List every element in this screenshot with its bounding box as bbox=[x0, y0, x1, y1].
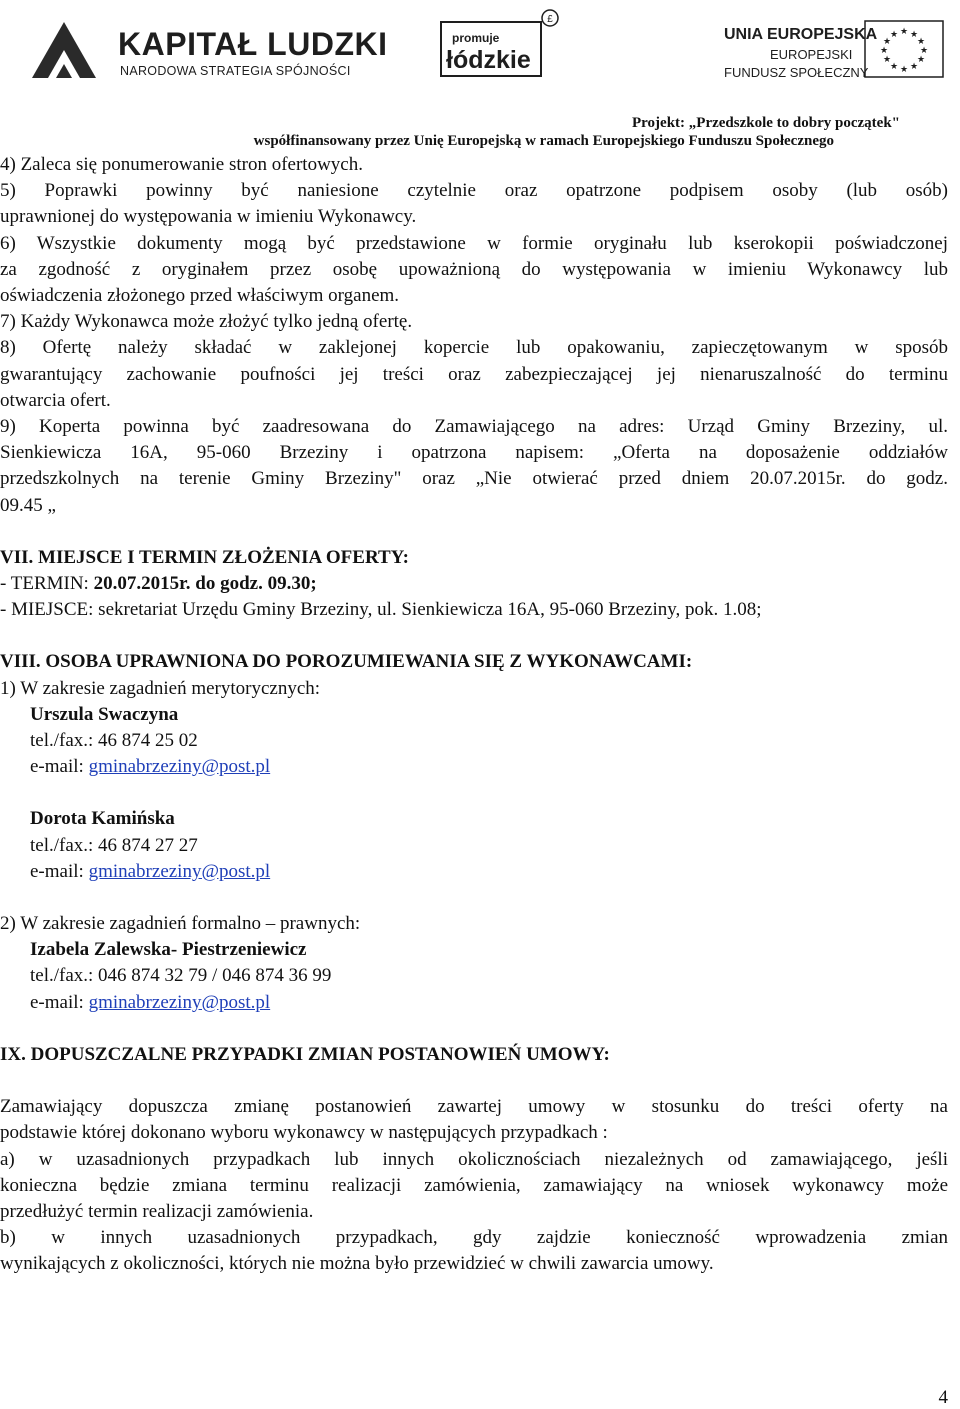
item-8-line3: otwarcia ofert. bbox=[0, 389, 111, 411]
eu-line3: FUNDUSZ SPOŁECZNY bbox=[724, 65, 869, 80]
svg-text:★: ★ bbox=[909, 30, 919, 40]
contact-3-tel: tel./fax.: 046 874 32 79 / 046 874 36 99 bbox=[30, 965, 332, 987]
contact-1-email-link[interactable]: gminabrzeziny@post.pl bbox=[88, 756, 271, 778]
contact-3-email-link[interactable]: gminabrzeziny@post.pl bbox=[88, 991, 271, 1013]
contact-1-email-label: e-mail: bbox=[30, 756, 89, 778]
svg-text:★: ★ bbox=[889, 30, 899, 40]
eu-flag-icon bbox=[864, 20, 944, 78]
contact-2-email-link[interactable]: gminabrzeziny@post.pl bbox=[88, 860, 271, 882]
svg-text:£: £ bbox=[547, 14, 553, 25]
section-8-sub2: 2) W zakresie zagadnień formalno – prawnych: bbox=[0, 913, 361, 935]
item-7: 7) Każdy Wykonawca może złożyć tylko jedną ofertę. bbox=[0, 311, 413, 333]
svg-text:★: ★ bbox=[899, 65, 909, 75]
item-6-line1: 6) Wszystkie dokumenty mogą być przedstawione w formie oryginału lub kserokopii poświadczonej bbox=[0, 232, 948, 254]
document-body bbox=[0, 152, 960, 1278]
lodzkie-top-text: promuje bbox=[452, 31, 500, 45]
kapital-ludzki-logo bbox=[30, 20, 388, 80]
section-9-b-line1: b) w innych uzasadnionych przypadkach, gdy zajdzie konieczność wprowadzenia zmian bbox=[0, 1227, 948, 1249]
section-9-a-line2: konieczna będzie zmiana terminu realizacji zamówienia, zamawiający na wniosek wykonawcy może bbox=[0, 1174, 948, 1196]
item-8-line1: 8) Ofertę należy składać w zaklejonej kopercie lub opakowaniu, zapieczętowanym w sposób bbox=[0, 337, 948, 359]
contact-1-email-line bbox=[0, 754, 960, 780]
contact-3-email-line bbox=[0, 990, 960, 1016]
contact-3-email-label: e-mail: bbox=[30, 991, 89, 1013]
item-9-line4: 09.45 „ bbox=[0, 494, 56, 516]
section-7-termin bbox=[0, 571, 960, 597]
item-8-line2: gwarantujący zachowanie poufności jej treści oraz zabezpieczającej jej nienaruszalność do terminu bbox=[0, 363, 948, 385]
item-5-line2: uprawnionej do występowania w imieniu Wykonawcy. bbox=[0, 206, 417, 228]
promuje-lodzkie-logo bbox=[440, 8, 560, 78]
contact-2-name: Dorota Kamińska bbox=[30, 808, 175, 830]
kapital-ludzki-subtitle: NARODOWA STRATEGIA SPÓJNOŚCI bbox=[120, 64, 351, 78]
section-8-heading: VIII. OSOBA UPRAWNIONA DO POROZUMIEWANIA SIĘ Z WYKONAWCAMI: bbox=[0, 651, 693, 673]
page-header bbox=[0, 0, 960, 150]
section-9-intro-line2: podstawie której dokonano wyboru wykonawcy w następujących przypadkach : bbox=[0, 1122, 608, 1144]
svg-text:★: ★ bbox=[916, 55, 926, 65]
svg-text:★: ★ bbox=[882, 55, 892, 65]
lodzkie-main-text: łódzkie bbox=[446, 46, 531, 74]
item-6-line3: oświadczenia złożonego przed właściwym organem. bbox=[0, 285, 400, 307]
svg-text:★: ★ bbox=[919, 46, 929, 56]
kapital-ludzki-emblem-icon bbox=[30, 20, 100, 80]
section-7-miejsce: - MIEJSCE: sekretariat Urzędu Gminy Brzeziny, ul. Sienkiewicza 16A, 95-060 Brzeziny, pok. 1.08; bbox=[0, 599, 762, 621]
section-9-intro-line1: Zamawiający dopuszcza zmianę postanowień zawartej umowy w stosunku do treści oferty na bbox=[0, 1096, 948, 1118]
project-title: Projekt: „Przedszkole to dobry początek" bbox=[632, 115, 900, 131]
contact-3-name: Izabela Zalewska- Piestrzeniewicz bbox=[30, 939, 307, 961]
section-9-heading: IX. DOPUSZCZALNE PRZYPADKI ZMIAN POSTANOWIEŃ UMOWY: bbox=[0, 1043, 610, 1065]
section-7-heading: VII. MIEJSCE I TERMIN ZŁOŻENIA OFERTY: bbox=[0, 546, 409, 568]
item-4: 4) Zaleca się ponumerowanie stron ofertowych. bbox=[0, 154, 363, 175]
eu-line2: EUROPEJSKI bbox=[770, 47, 853, 62]
section-8-sub1: 1) W zakresie zagadnień merytorycznych: bbox=[0, 677, 321, 699]
contact-1-name: Urszula Swaczyna bbox=[30, 703, 179, 725]
item-6-line2: za zgodność z oryginałem przez osobę upoważnioną do występowania w imieniu Wykonawcy lub bbox=[0, 258, 948, 280]
contact-1-tel: tel./fax.: 46 874 25 02 bbox=[30, 730, 198, 752]
svg-text:★: ★ bbox=[879, 46, 889, 56]
page-number: 4 bbox=[938, 1387, 948, 1408]
eu-line1: UNIA EUROPEJSKA bbox=[724, 26, 878, 43]
section-9-a-line1: a) w uzasadnionych przypadkach lub innych okolicznościach niezależnych od zamawiającego, jeśli bbox=[0, 1148, 948, 1170]
contact-2-email-line bbox=[0, 859, 960, 885]
project-cofinancing: współfinansowany przez Unię Europejską w ramach Europejskiego Funduszu Społecznego bbox=[253, 133, 834, 149]
lodzkie-frame-icon bbox=[440, 8, 560, 78]
item-9-line1: 9) Koperta powinna być zaadresowana do Zamawiającego na adres: Urząd Gminy Brzeziny, ul. bbox=[0, 416, 948, 438]
svg-text:★: ★ bbox=[916, 37, 926, 47]
contact-2-tel: tel./fax.: 46 874 27 27 bbox=[30, 834, 198, 856]
eu-logo bbox=[724, 20, 944, 80]
item-9-line3: przedszkolnych na terenie Gminy Brzeziny" oraz „Nie otwierać przed dniem 20.07.2015r. do godz. bbox=[0, 468, 948, 490]
svg-text:★: ★ bbox=[889, 62, 899, 72]
item-5-line1: 5) Poprawki powinny być naniesione czytelnie oraz opatrzone podpisem osoby (lub osób) bbox=[0, 180, 948, 202]
contact-2-email-label: e-mail: bbox=[30, 860, 89, 882]
section-9-a-line3: przedłużyć termin realizacji zamówienia. bbox=[0, 1200, 314, 1222]
svg-text:★: ★ bbox=[899, 27, 909, 37]
svg-text:★: ★ bbox=[909, 62, 919, 72]
item-9-line2: Sienkiewicza 16A, 95-060 Brzeziny i opatrzona napisem: „Oferta na doposażenie oddziałów bbox=[0, 442, 948, 464]
kapital-ludzki-title: KAPITAŁ LUDZKI bbox=[118, 26, 388, 62]
svg-text:★: ★ bbox=[882, 37, 892, 47]
section-9-b-line2: wynikających z okoliczności, których nie można było przewidzieć w chwili zawarcia umowy. bbox=[0, 1253, 714, 1275]
termin-value: 20.07.2015r. do godz. 09.30; bbox=[93, 573, 317, 595]
termin-label: - TERMIN: bbox=[0, 573, 94, 595]
